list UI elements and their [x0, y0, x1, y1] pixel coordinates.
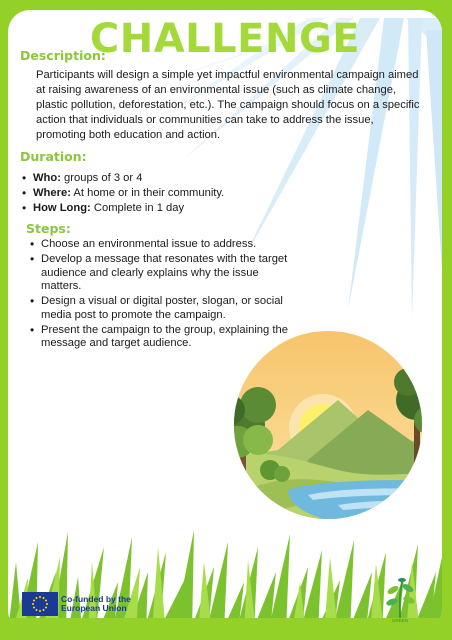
project-logo-text: GREEN — [391, 618, 408, 623]
step-item: • Develop a message that resonates with the target audience and clearly explains why the issue matters. — [28, 253, 298, 294]
steps-heading: Steps: — [26, 221, 71, 236]
duration-item-where: • Where: At home or in their community. — [20, 187, 320, 201]
step-item: • Choose an environmental issue to address. — [28, 238, 298, 252]
duration-item-who: • Who: groups of 3 or 4 — [20, 172, 320, 186]
description-text: Participants will design a simple yet impactful environmental campaign aimed at raising awareness of an environmental issue (such as climate change, plastic pollution, deforestation, etc.). The campaign should focus on a specific action that individuals or communities can take to address the issue, promoting both education and action. — [36, 69, 420, 141]
eu-funding-text: Co-funded by the European Union — [61, 593, 131, 613]
eu-flag-icon — [22, 592, 58, 616]
page-title: CHALLENGE — [89, 16, 361, 62]
description-heading: Description: — [20, 48, 106, 63]
content-card — [8, 10, 442, 632]
eu-funding-logo — [22, 592, 143, 616]
duration-list — [20, 172, 320, 217]
step-item: • Present the campaign to the group, explaining the message and target audience. — [28, 324, 298, 351]
landscape-illustration — [218, 330, 438, 520]
step-item: • Design a visual or digital poster, slogan, or social media post to promote the campaign. — [28, 295, 298, 322]
duration-heading: Duration: — [20, 149, 87, 164]
project-logo-icon — [380, 576, 420, 620]
duration-item-how-long: • How Long: Complete in 1 day — [20, 202, 320, 216]
